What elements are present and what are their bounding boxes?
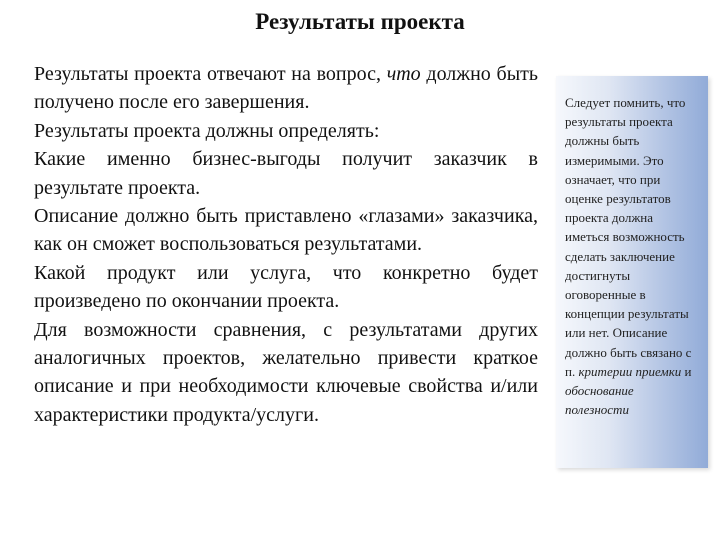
paragraph-product: Какой продукт или услуга, что конкретно будет произведено по окончании проекта. (34, 261, 538, 313)
paragraph-requirements: Результаты проекта должны определять: (34, 119, 380, 142)
sidebar-and: и (681, 363, 692, 379)
intro-text-end: должно быть получено после его завершения. (34, 63, 538, 114)
sidebar-note-text (565, 93, 700, 419)
intro-paragraph (34, 60, 538, 117)
main-text-block (34, 60, 538, 429)
paragraph-business-benefits: Какие именно бизнес-выгоды получит заказчик в результате проекта. (34, 148, 538, 199)
sidebar-note-body: Следует помнить, что результаты проекта должны быть измеримыми. Это означает, что при оценке результатов проекта должна иметься возможность сделать заключение достигнуты оговоренные в концепции результаты или нет. Описание должно быть связано с п. (565, 95, 692, 379)
paragraph-customer-view: Описание должно быть приставлено «глазами» заказчика, как он сможет воспользоваться результатами. (34, 205, 538, 256)
slide-title: Результаты проекта (255, 9, 465, 34)
sidebar-note (556, 76, 708, 468)
criteria-emphasis: критерии приемки (578, 363, 682, 379)
justification-emphasis: обоснование полезности (565, 383, 634, 418)
intro-text-start: Результаты проекта отвечают на вопрос, (34, 63, 387, 85)
paragraph-comparison: Для возможности сравнения, с результатами других аналогичных проектов, желательно привести краткое описание и при необходимости ключевые свойства и/или характеристики продукта/услуги. (34, 318, 538, 426)
intro-emphasis: что (386, 63, 421, 85)
